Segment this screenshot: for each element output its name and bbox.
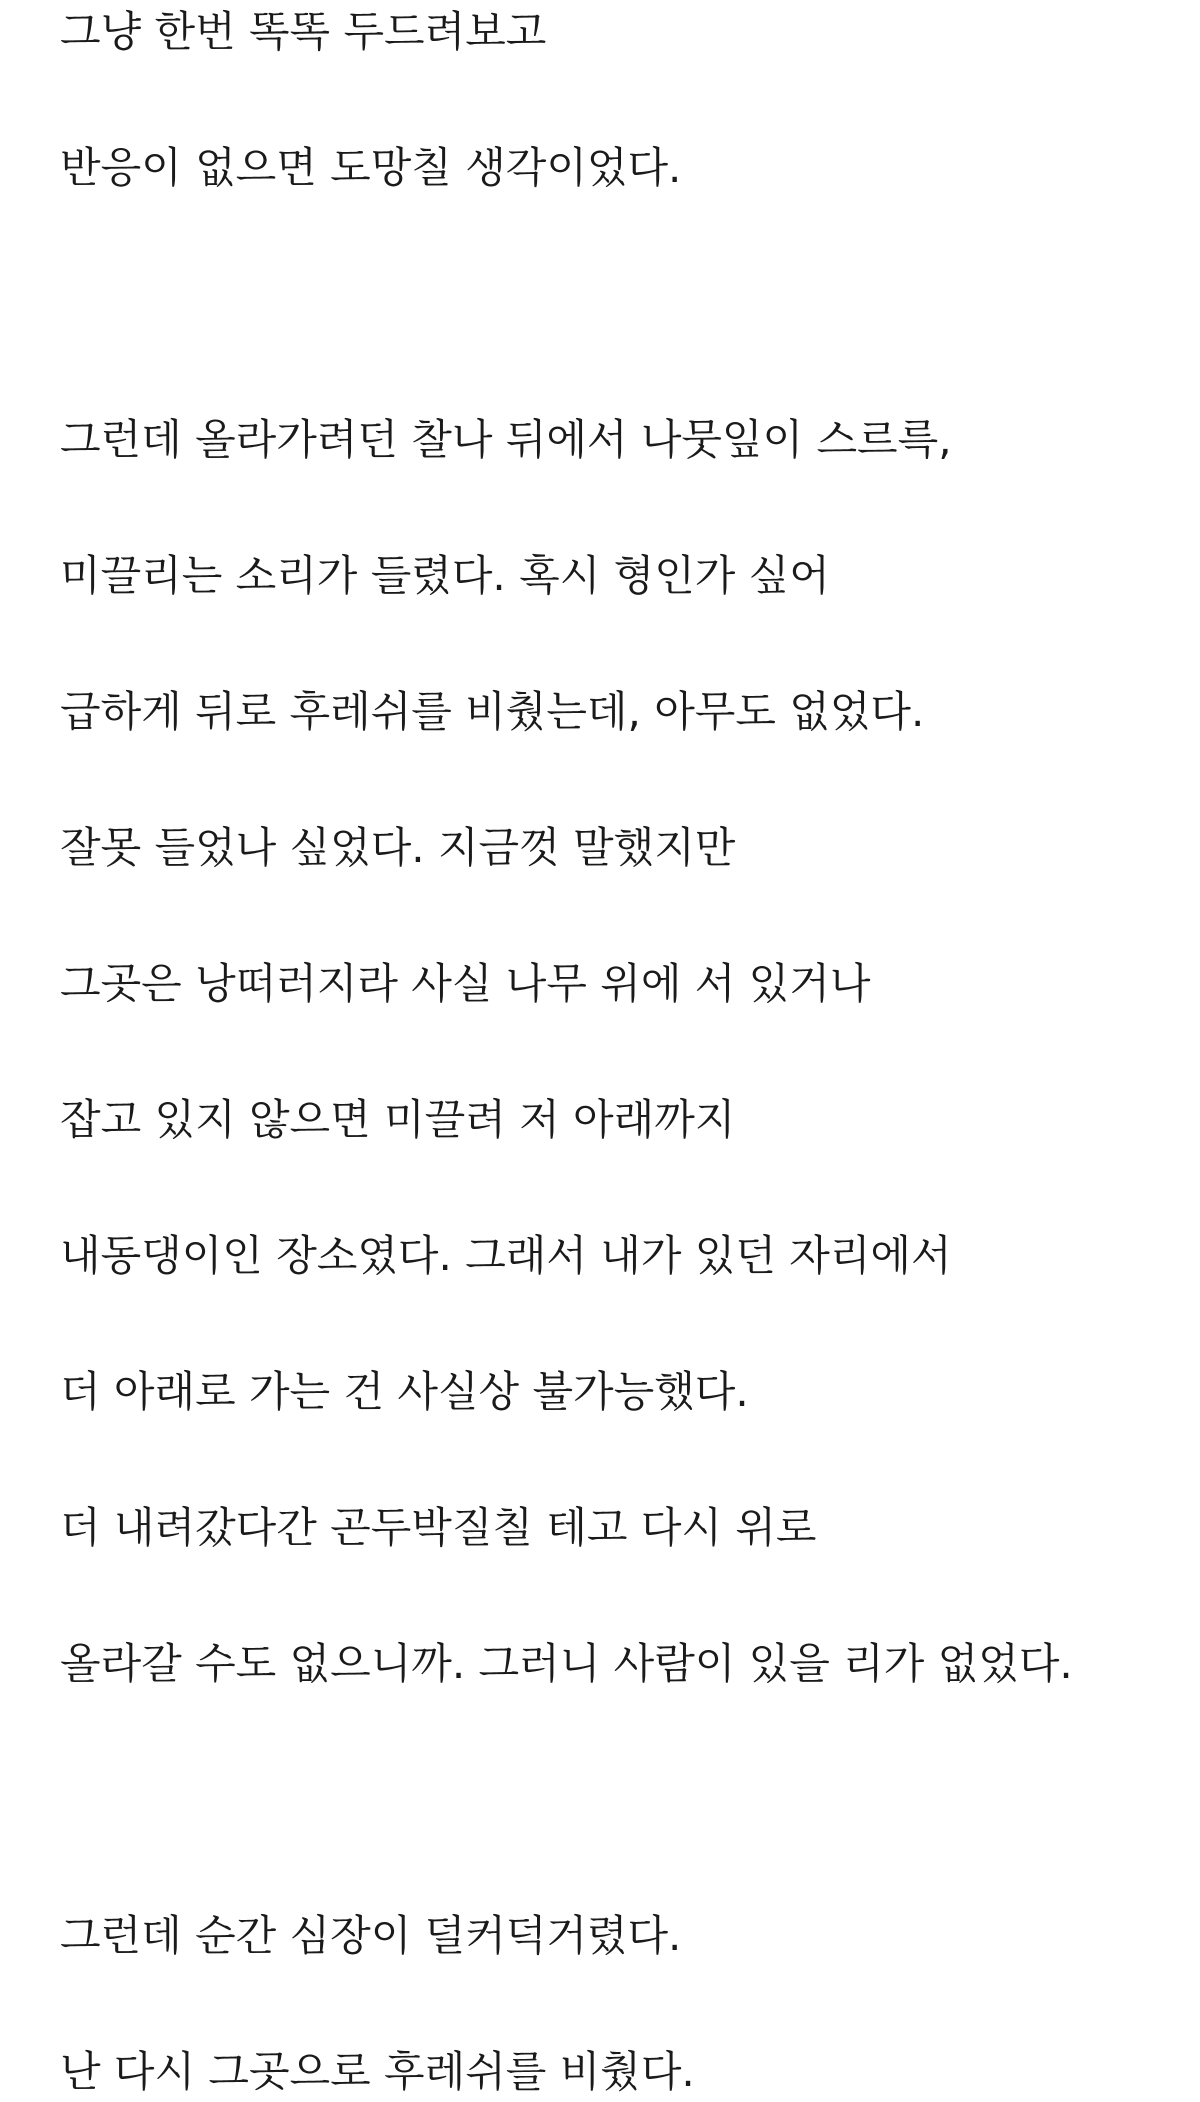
paragraph-line: 급하게 뒤로 후레쉬를 비췄는데, 아무도 없었다. [60, 687, 925, 736]
paragraph-line: 올라갈 수도 없으니까. 그러니 사람이 있을 리가 없었다. [60, 1639, 1073, 1688]
paragraph-line: 잘못 들었나 싶었다. 지금껏 말했지만 [60, 823, 736, 872]
paragraph-line: 그냥 한번 똑똑 두드려보고 [60, 7, 547, 56]
paragraph-line: 그곳은 낭떠러지라 사실 나무 위에 서 있거나 [60, 959, 871, 1008]
paragraph-line: 더 아래로 가는 건 사실상 불가능했다. [60, 1367, 749, 1416]
paragraph-line: 더 내려갔다간 곤두박질칠 테고 다시 위로 [60, 1503, 817, 1552]
paragraph-line: 내동댕이인 장소였다. 그래서 내가 있던 자리에서 [60, 1231, 952, 1280]
paragraph-line: 그런데 순간 심장이 덜커덕거렸다. [60, 1911, 682, 1960]
paragraph-line: 잡고 있지 않으면 미끌려 저 아래까지 [60, 1095, 736, 1144]
paragraph-line: 반응이 없으면 도망칠 생각이었다. [60, 143, 682, 192]
paragraph-line: 그런데 올라가려던 찰나 뒤에서 나뭇잎이 스르륵, [60, 415, 952, 464]
paragraph-line: 난 다시 그곳으로 후레쉬를 비췄다. [60, 2047, 695, 2096]
paragraph-line: 미끌리는 소리가 들렸다. 혹시 형인가 싶어 [60, 551, 830, 600]
